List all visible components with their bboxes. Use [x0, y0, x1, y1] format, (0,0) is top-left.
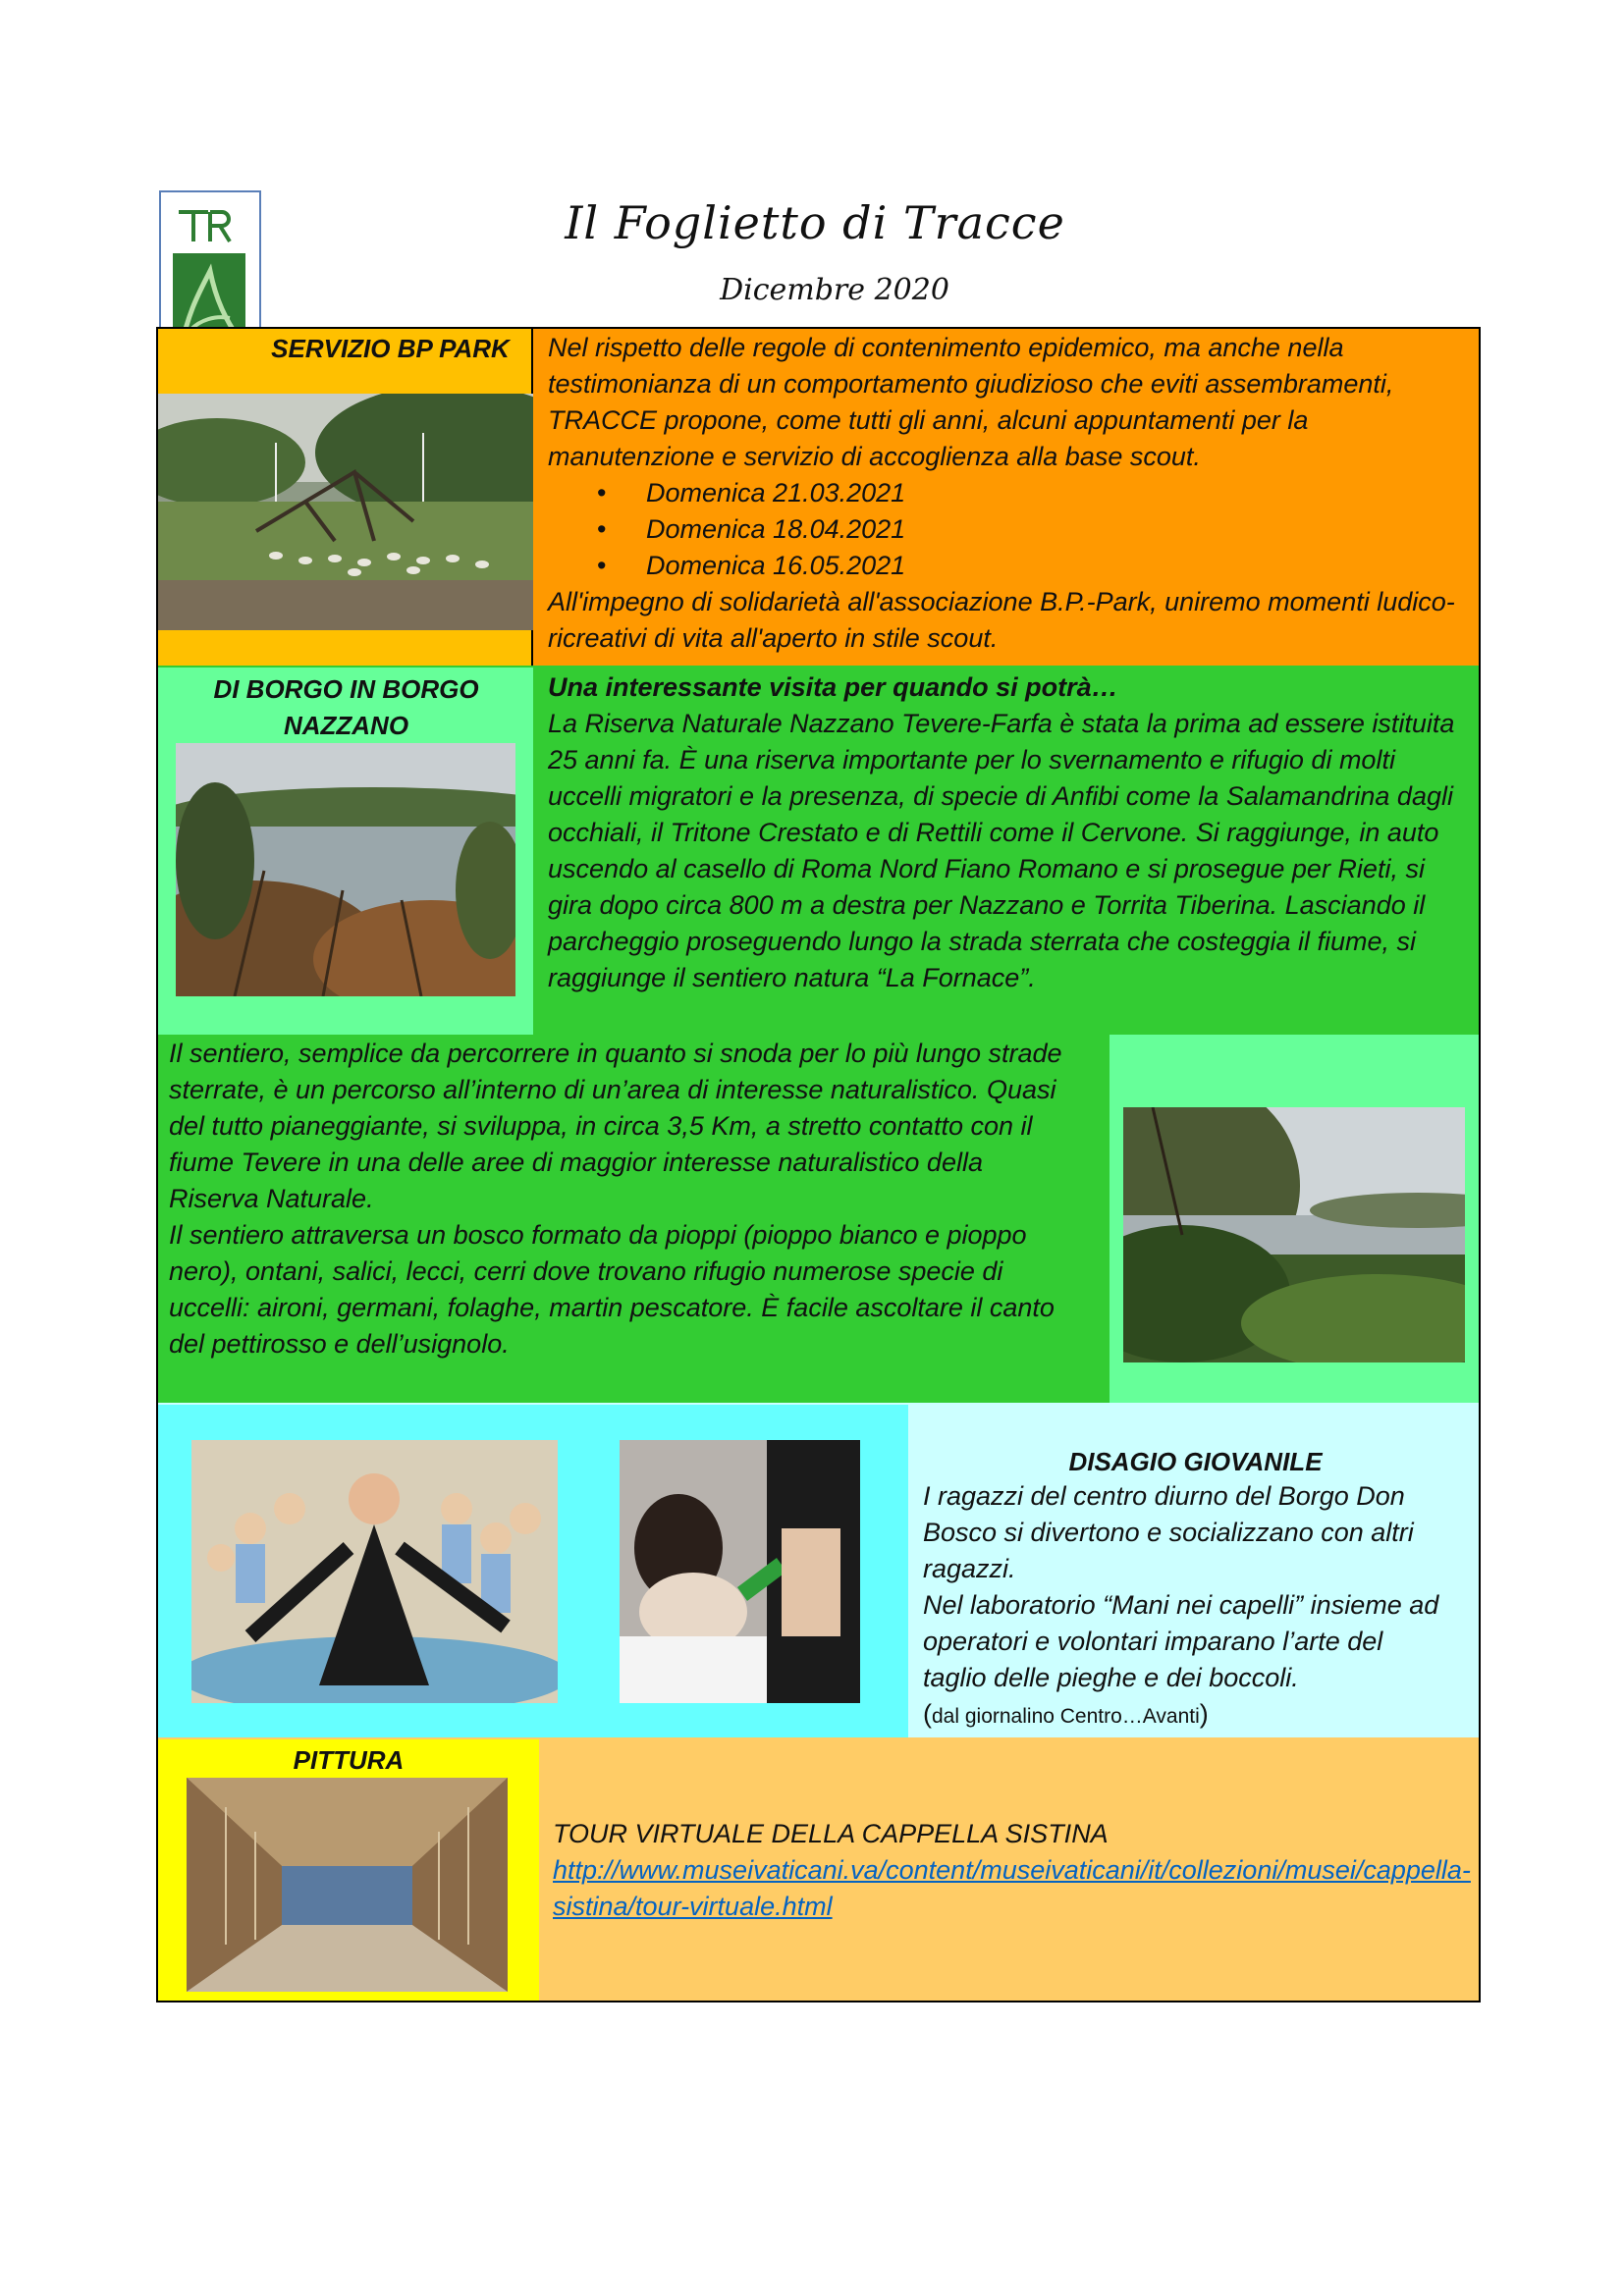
- bp-park-heading: SERVIZIO BP PARK: [271, 334, 510, 363]
- don-bosco-painting: [191, 1440, 558, 1703]
- bp-park-dates: [548, 475, 1471, 584]
- bp-park-date-item: • Domenica 21.03.2021: [548, 475, 1471, 511]
- nazzano-lake-photo: [176, 743, 515, 996]
- borgo-description: La Riserva Naturale Nazzano Tevere-Farfa è stata la prima ad essere istituita 25 anni fa. È una riserva importante per lo svernamento e rifugio di molti uccelli migratori e la presenza, di specie di Anfibi come la Salamandrina dagli occhiali, il Tritone Crestato e di Rettili come il Cervone. Si raggiunge, in auto uscendo al casello di Roma Nord Fiano Romano e si prosegue per Rieti, si gira dopo circa 800 m a destra per Nazzano e Torrita Tiberina. Lasciando il parcheggio proseguendo lungo la strada sterrata che costeggia il fiume, si raggiunge il sentiero natura “La Fornace”.: [548, 709, 1455, 992]
- bp-park-closing: All'impegno di solidarietà all'associazione B.P.-Park, uniremo momenti ludico-ricreativi di vita all'aperto in stile scout.: [548, 587, 1455, 653]
- bp-park-photo: [158, 394, 533, 630]
- pittura-heading: PITTURA: [293, 1745, 405, 1775]
- disagio-source-close: ): [1199, 1699, 1209, 1729]
- disagio-heading: DISAGIO GIOVANILE: [1068, 1447, 1323, 1476]
- page-date: Dicembre 2020: [720, 273, 949, 307]
- borgo-heading: DI BORGO IN BORGO NAZZANO: [213, 674, 479, 740]
- disagio-paragraph-1: I ragazzi del centro diurno del Borgo Don Bosco si divertono e socializzano con altri ragazzi.: [923, 1481, 1414, 1583]
- sistine-tour-link[interactable]: http://www.museivaticani.va/content/museivaticani/it/collezioni/musei/cappella-sistina/tour-virtuale.html: [553, 1855, 1471, 1921]
- sentiero-river-photo: [1123, 1107, 1465, 1362]
- sentiero-paragraph-2: Il sentiero attraversa un bosco formato da pioppi (pioppo bianco e pioppo nero), ontani, salici, lecci, cerri dove trovano rifugio numerose specie di uccelli: aironi, germani, folaghe, martin pescatore. È facile ascoltare il canto del pettirosso e dell’usignolo.: [169, 1220, 1055, 1359]
- borgo-subheading: Una interessante visita per quando si potrà…: [548, 672, 1118, 702]
- disagio-source-text: dal giornalino Centro…Avanti: [932, 1705, 1200, 1728]
- sentiero-text: [169, 1036, 1072, 1362]
- sentiero-paragraph-1: Il sentiero, semplice da percorrere in quanto si snoda per lo più lungo strade sterrate, è un percorso all’interno di un’area di interesse naturalistico. Quasi del tutto pianeggiante, si sviluppa, in circa 3,5 Km, a stretto contatto con il fiume Tevere in una delle aree di maggior interesse naturalistico della Riserva Naturale.: [169, 1039, 1062, 1213]
- disagio-source-open: (: [923, 1699, 932, 1729]
- borgo-text: [548, 669, 1471, 996]
- bp-park-text: [548, 330, 1471, 657]
- sistine-chapel-photo: [187, 1778, 508, 1992]
- pittura-text: [553, 1816, 1471, 1925]
- disagio-paragraph-2: Nel laboratorio “Mani nei capelli” insieme ad operatori e volontari imparano l’arte del taglio delle pieghe e dei boccoli.: [923, 1590, 1439, 1692]
- sistine-tour-title: TOUR VIRTUALE DELLA CAPPELLA SISTINA: [553, 1819, 1109, 1848]
- disagio-source: [923, 1696, 1448, 1735]
- disagio-text: [923, 1478, 1448, 1735]
- hairdressing-lab-photo: [620, 1440, 860, 1703]
- bp-park-date-item: • Domenica 16.05.2021: [548, 548, 1471, 584]
- bp-park-intro: Nel rispetto delle regole di contenimento epidemico, ma anche nella testimonianza di un comportamento giudizioso che eviti assembramenti, TRACCE propone, come tutti gli anni, alcuni appuntamenti per la manutenzione e servizio di accoglienza alla base scout.: [548, 333, 1394, 471]
- page-title: Il Foglietto di Tracce: [565, 196, 1065, 249]
- bp-park-date-item: • Domenica 18.04.2021: [548, 511, 1471, 548]
